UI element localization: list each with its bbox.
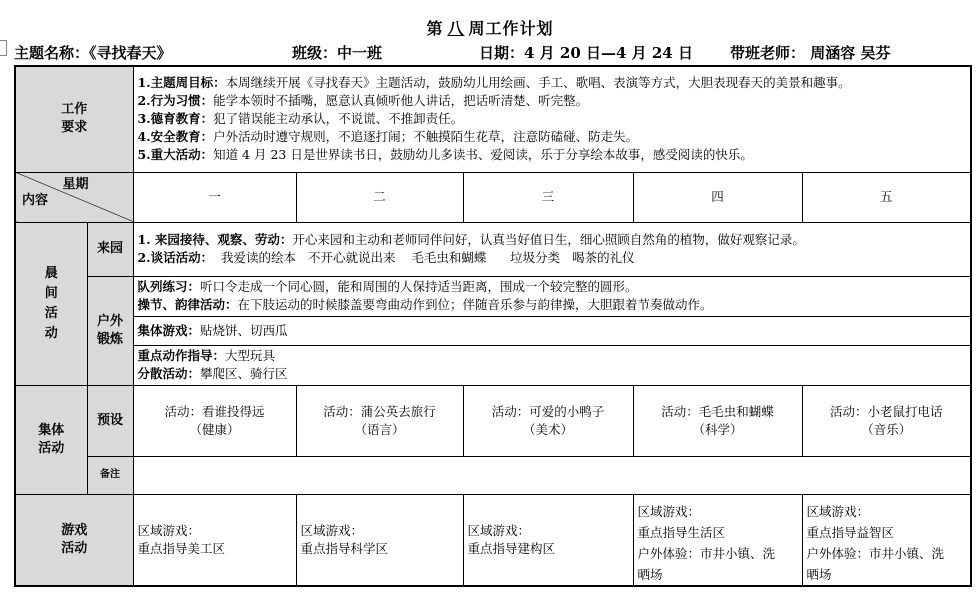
class-name: 班级：中一班 xyxy=(292,44,383,62)
games-row xyxy=(15,494,971,586)
activity-wed: 活动：可爱的小鸭子 （美术） xyxy=(463,385,633,456)
day-wed: 三 xyxy=(463,172,633,222)
arrival-content: 1. 来园接待、观察、劳动：开心来园和主动和老师同伴问好，认真当好值日生，细心照顾自然角的植物，做好观察记录。 2.谈话活动： 我爱读的绘本 不开心就说出来 毛毛虫和蝴蝶 垃圾分类 喝茶的礼仪 xyxy=(133,222,971,276)
date-range: 日期：4 月 20 日—4 月 24 日 xyxy=(479,44,693,62)
key-move-content: 重点动作指导：大型玩具 分散活动：攀爬区、骑行区 xyxy=(133,345,971,385)
group-game-content: 集体游戏：贴烧饼、切西瓜 xyxy=(133,316,971,345)
morning-label: 晨 间 活 动 xyxy=(15,222,87,385)
weekday-row xyxy=(15,172,971,222)
requirements-content xyxy=(133,66,971,172)
game-thu: 区域游戏： 重点指导生活区 户外体验：市井小镇、洗 晒场 xyxy=(633,494,802,586)
weekday-corner-cell: 星期 内容 xyxy=(15,172,133,222)
outdoor-label: 户外 锻炼 xyxy=(87,276,133,385)
game-fri: 区域游戏： 重点指导益智区 户外体验：市井小镇、洗 晒场 xyxy=(802,494,971,586)
weekly-plan-table xyxy=(14,65,972,587)
games-label: 游戏 活动 xyxy=(15,494,133,586)
day-thu: 四 xyxy=(633,172,802,222)
queue-row xyxy=(15,276,971,316)
goal-line: 1.主题周目标：本周继续开展《寻找春天》主题活动，鼓励幼儿用绘画、手工、歌唱、表演等方式，大胆表现春天的美景和趣事。 xyxy=(137,75,851,91)
arrival-label: 来园 xyxy=(87,222,133,276)
requirements-row xyxy=(15,66,971,172)
collective-row xyxy=(15,385,971,456)
game-wed: 区域游戏： 重点指导建构区 xyxy=(463,494,633,586)
plan-header xyxy=(14,42,974,62)
game-tue: 区域游戏： 重点指导科学区 xyxy=(296,494,463,586)
note-content xyxy=(133,456,971,494)
arrival-row xyxy=(15,222,971,276)
preset-label: 预设 xyxy=(87,385,133,456)
activity-fri: 活动：小老鼠打电话 （音乐） xyxy=(802,385,971,456)
game-mon: 区域游戏： 重点指导美工区 xyxy=(133,494,296,586)
requirements-label: 工作 要求 xyxy=(15,66,133,172)
event-line: 5.重大活动：知道 4 月 23 日是世界读书日，鼓励幼儿多读书、爱阅读，乐于分享绘本故事，感受阅读的快乐。 xyxy=(137,147,753,163)
teachers: 带班老师： 周涵容 吴芬 xyxy=(730,44,891,62)
note-row xyxy=(15,456,971,494)
theme-name: 主题名称：《寻找春天》 xyxy=(14,44,172,62)
activity-mon: 活动：看谁投得远 （健康） xyxy=(133,385,296,456)
note-label: 备注 xyxy=(87,456,133,494)
moral-line: 3.德育教育：犯了错误能主动承认，不说谎、不推卸责任。 xyxy=(137,111,464,127)
activity-thu: 活动：毛毛虫和蝴蝶 （科学） xyxy=(633,385,802,456)
key-move-row xyxy=(15,345,971,385)
group-game-row xyxy=(15,316,971,345)
activity-tue: 活动：蒲公英去旅行 （语言） xyxy=(296,385,463,456)
safety-line: 4.安全教育：户外活动时遵守规则，不追逐打闹；不触摸陌生花草，注意防磕碰、防走失。 xyxy=(137,129,639,145)
day-tue: 二 xyxy=(296,172,463,222)
margin-marker xyxy=(0,40,7,56)
week-number: 八 xyxy=(447,19,465,38)
day-fri: 五 xyxy=(802,172,971,222)
page-title: 第 八 周工作计划 xyxy=(426,19,554,38)
collective-label: 集体 活动 xyxy=(15,385,87,494)
habit-line: 2.行为习惯：能学本领时不插嘴，愿意认真倾听他人讲话，把话听清楚、听完整。 xyxy=(137,93,589,109)
day-mon: 一 xyxy=(133,172,296,222)
queue-content: 队列练习：听口令走成一个同心圆，能和周围的人保持适当距离，围成一个较完整的圆形。 操节、韵律活动：在下肢运动的时候膝盖要弯曲动作到位；伴随音乐参与韵律操，大胆跟着节奏做动作。 xyxy=(133,276,971,316)
